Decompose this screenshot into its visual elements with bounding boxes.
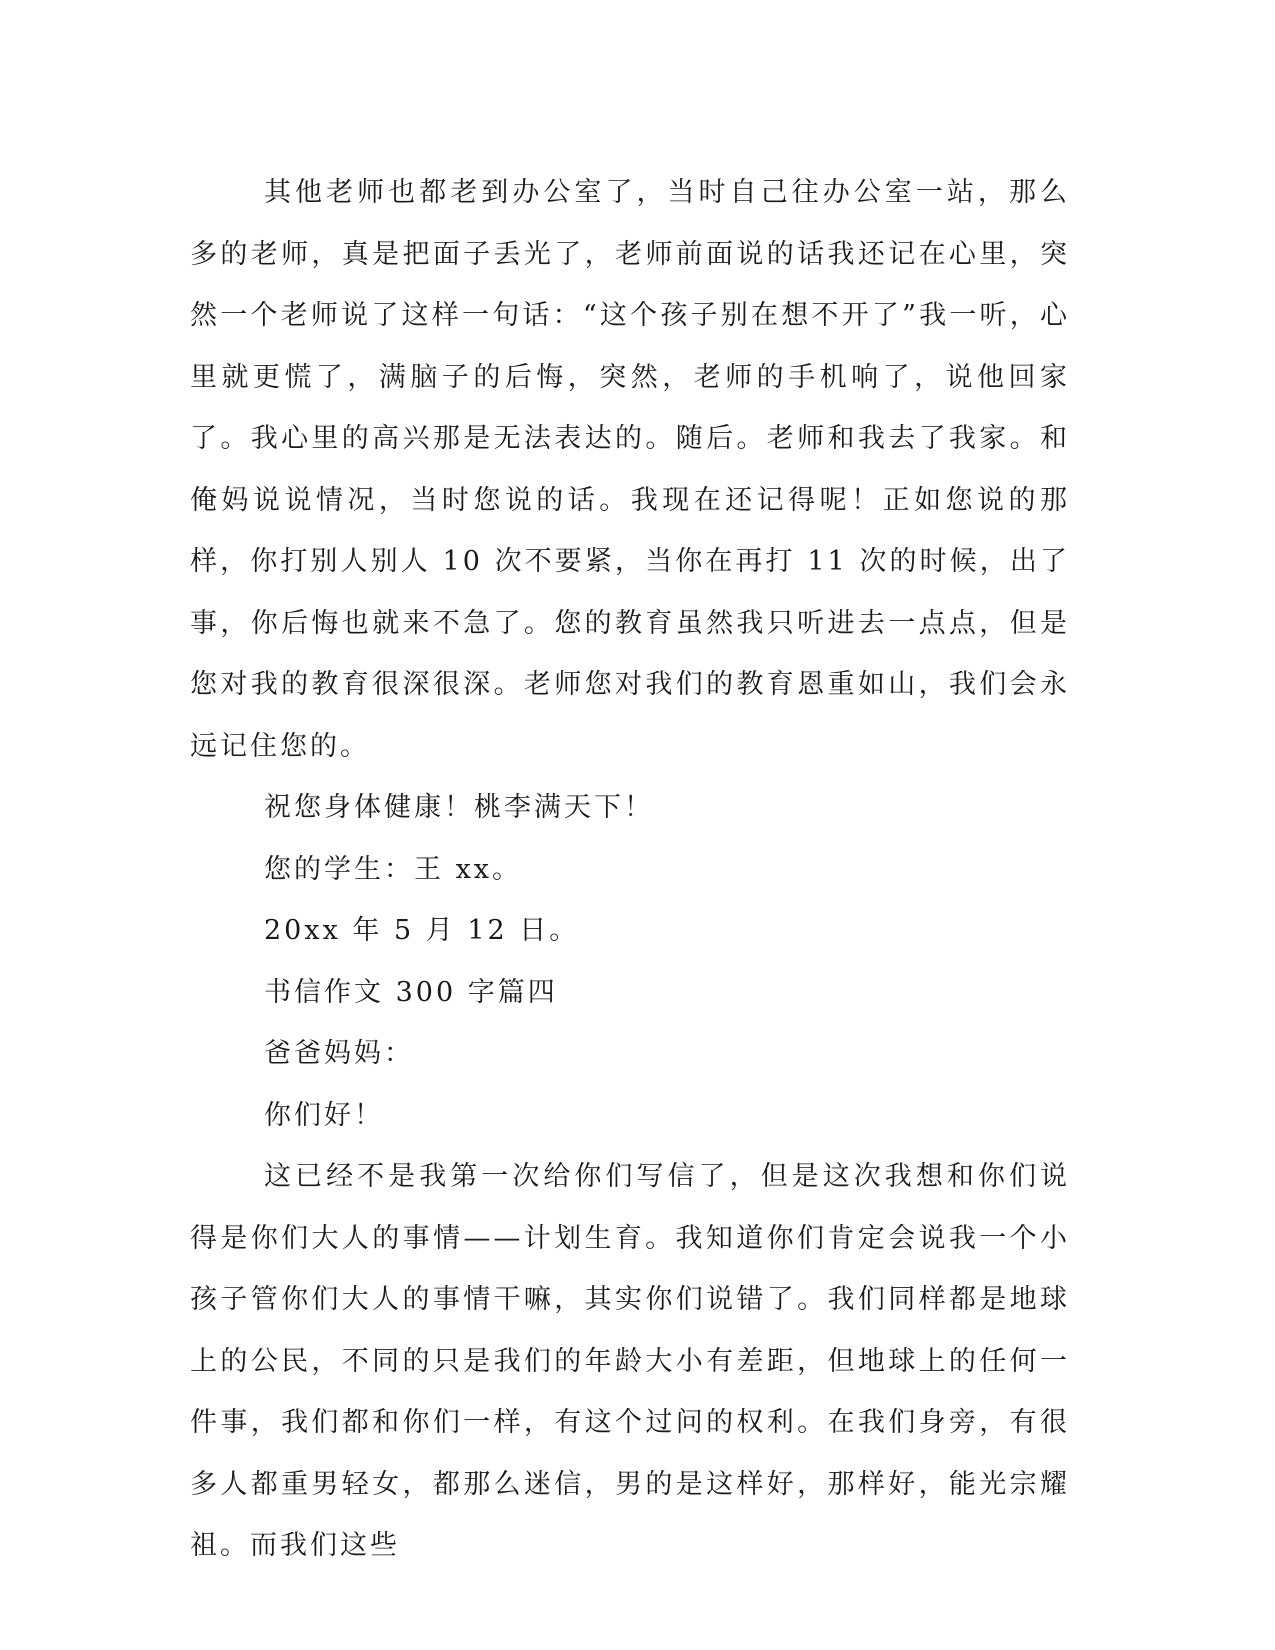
closing-wish: 祝您身体健康！桃李满天下！	[264, 792, 654, 823]
paragraph-teacher-story: 其他老师也都老到办公室了，当时自己往办公室一站，那么多的老师，真是把面子丢光了，老师前面说的话我还记在心里，突然一个老师说了这样一句话：“这个孩子别在想不开了”我一听，心里就更慌了，满脑子的后悔，突然，老师的手机响了，说他回家了。我心里的高兴那是无法表达的。随后。老师和我去了我家。和俺妈说说情况，当时您说的话。我现在还记得呢！正如您说的那样，你打别人别人 10 次不要紧，当你在再打 11 次的时候，出了事，你后悔也就来不急了。您的教育虽然我只听进去一点点，但是您对我的教育很深很深。老师您对我们的教育恩重如山，我们会永远记住您的。	[190, 177, 1070, 762]
section-heading: 书信作文 300 字篇四	[264, 976, 558, 1008]
letter-date: 20xx 年 5 月 12 日。	[264, 915, 580, 946]
greeting: 你们好！	[264, 1099, 384, 1131]
salutation: 爸爸妈妈：	[264, 1038, 414, 1069]
signature: 您的学生：王 xx。	[264, 853, 523, 885]
document-body	[190, 162, 1070, 1577]
paragraph-family-planning: 这已经不是我第一次给你们写信了，但是这次我想和你们说得是你们大人的事情——计划生育。我知道你们肯定会说我一个小孩子管你们大人的事情干嘛，其实你们说错了。我们同样都是地球上的公民，不同的只是我们的年龄大小有差距，但地球上的任何一件事，我们都和你们一样，有这个过问的权利。在我们身旁，有很多人都重男轻女，都那么迷信，男的是这样好，那样好，能光宗耀祖。而我们这些	[190, 1161, 1070, 1561]
